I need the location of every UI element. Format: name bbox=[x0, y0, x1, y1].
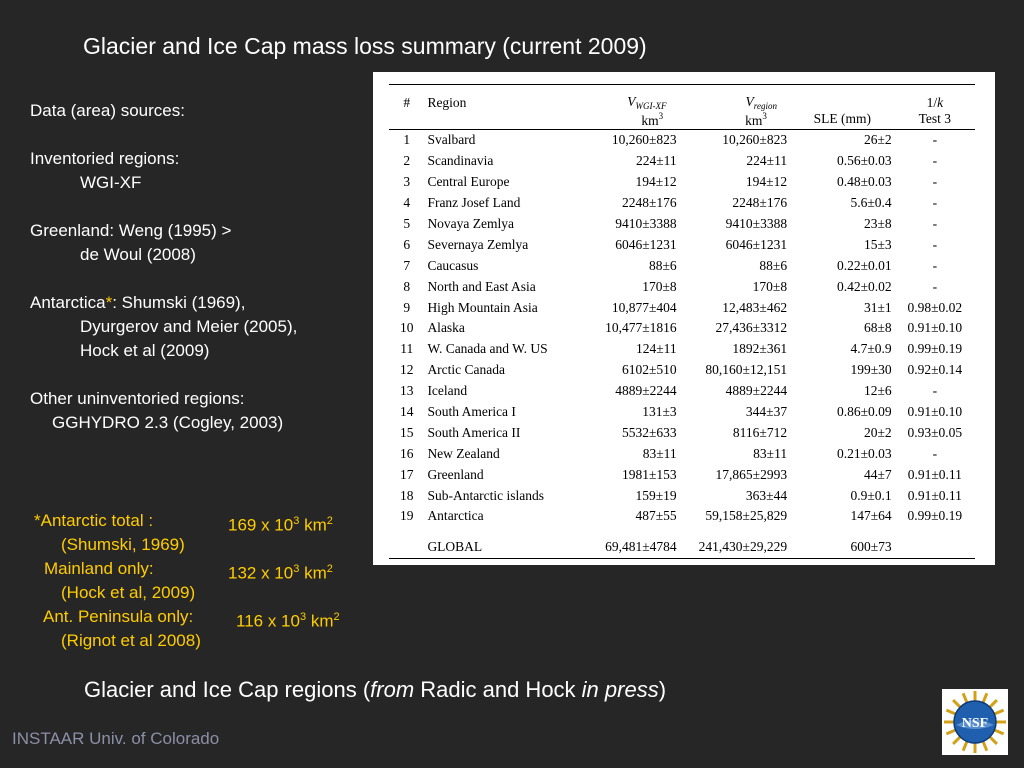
cell-sle: 31±1 bbox=[863, 299, 892, 315]
cell-sle: 600±73 bbox=[790, 537, 895, 558]
cell-vregion: 80,160±12,151 bbox=[705, 362, 788, 378]
antarctica-label: Antarctica bbox=[30, 293, 106, 312]
table-row bbox=[389, 172, 975, 193]
cell-region: Arctic Canada bbox=[427, 362, 506, 378]
cell-region: W. Canada and W. US bbox=[427, 341, 548, 357]
other-value: GGHYDRO 2.3 (Cogley, 2003) bbox=[52, 413, 284, 432]
cell-k: 0.91±0.10 bbox=[907, 404, 963, 420]
cell-num: 10 bbox=[399, 320, 414, 336]
inventoried-value: WGI-XF bbox=[80, 173, 142, 192]
sources-heading: Data (area) sources: bbox=[30, 101, 185, 120]
cell-k: 0.91±0.11 bbox=[907, 487, 962, 503]
cell-num: 6 bbox=[403, 236, 411, 252]
table-row bbox=[389, 130, 975, 151]
cell-vregion: 224±11 bbox=[746, 153, 788, 169]
table-row bbox=[389, 339, 975, 360]
cell-vwgi: 224±11 bbox=[635, 153, 677, 169]
cell-vregion: 2248±176 bbox=[732, 195, 788, 211]
cell-vwgi: 170±8 bbox=[642, 278, 677, 294]
cell-sle: 26±2 bbox=[863, 132, 892, 148]
cell-sle: 68±8 bbox=[863, 320, 892, 336]
cell-vregion: 241,430±29,229 bbox=[680, 537, 790, 558]
cell-vwgi: 4889±2244 bbox=[615, 383, 677, 399]
cell-k: - bbox=[932, 195, 938, 211]
cell-sle: 147±64 bbox=[850, 508, 892, 524]
cell-sle: 0.42±0.02 bbox=[836, 278, 892, 294]
cell-sle: 0.86±0.09 bbox=[836, 404, 892, 420]
cell-k: - bbox=[932, 445, 938, 461]
cell-sle: 20±2 bbox=[863, 424, 892, 440]
cell-vwgi: 10,260±823 bbox=[611, 132, 677, 148]
inventoried-label: Inventoried regions: bbox=[30, 149, 180, 168]
cell-num: 13 bbox=[399, 383, 414, 399]
figure-caption: Glacier and Ice Cap regions (from Radic and Hock in press) bbox=[84, 677, 667, 702]
cell-sle: 23±8 bbox=[863, 216, 892, 231]
cell-sle: 0.48±0.03 bbox=[836, 174, 892, 190]
antarctic-total-label: *Antarctic total : bbox=[34, 511, 154, 530]
cell-vregion: 6046±1231 bbox=[725, 236, 788, 252]
cell-region: GLOBAL bbox=[424, 537, 579, 558]
cell-region: Antarctica bbox=[427, 508, 484, 524]
cell-region: New Zealand bbox=[427, 445, 500, 461]
cell-k: 0.91±0.11 bbox=[907, 466, 962, 482]
table-row bbox=[389, 443, 975, 464]
peninsula-label: Ant. Peninsula only: bbox=[43, 607, 194, 626]
cell-vwgi: 487±55 bbox=[635, 508, 677, 524]
cell-sle: 0.56±0.03 bbox=[836, 153, 892, 169]
cell-k: 0.93±0.05 bbox=[907, 424, 963, 440]
cell-region: Alaska bbox=[427, 320, 465, 336]
antarctica-source: : Shumski (1969), bbox=[112, 293, 246, 312]
cell-num: 12 bbox=[399, 362, 414, 378]
cell-vwgi: 124±11 bbox=[635, 341, 677, 357]
col-unit-vregion: $km^3$ bbox=[680, 111, 790, 130]
cell-sle: 199±30 bbox=[850, 362, 892, 378]
cell-num: 1 bbox=[403, 132, 411, 148]
antarctica-source-3: Hock et al (2009) bbox=[80, 341, 210, 360]
table-row bbox=[389, 255, 975, 276]
greenland-value: de Woul (2008) bbox=[80, 245, 196, 264]
cell-k: - bbox=[932, 257, 938, 273]
table-row bbox=[389, 193, 975, 214]
cell-region: Severnaya Zemlya bbox=[427, 236, 529, 252]
data-sources-panel bbox=[30, 99, 360, 435]
cell-sle: 0.22±0.01 bbox=[836, 257, 892, 273]
table-row bbox=[389, 422, 975, 443]
cell-region: South America I bbox=[427, 404, 516, 420]
cell-k: - bbox=[932, 153, 938, 169]
table-row bbox=[389, 297, 975, 318]
glacier-table bbox=[389, 84, 975, 559]
cell-vregion: 9410±3388 bbox=[725, 216, 788, 231]
cell-sle: 0.21±0.03 bbox=[836, 445, 892, 461]
cell-num: 14 bbox=[399, 404, 414, 420]
cell-region: Greenland bbox=[427, 466, 484, 482]
col-header-sle-blank bbox=[790, 85, 895, 112]
antarctic-total-ref: (Shumski, 1969) bbox=[61, 535, 185, 554]
cell-vwgi: 9410±3388 bbox=[615, 216, 677, 231]
table-row bbox=[389, 234, 975, 255]
cell-vwgi: 131±3 bbox=[642, 404, 677, 420]
cell-num: 4 bbox=[403, 195, 411, 211]
cell-k: - bbox=[932, 236, 938, 252]
glacier-table-panel bbox=[373, 72, 995, 565]
cell-num: 18 bbox=[399, 487, 414, 503]
cell-vregion: 363±44 bbox=[745, 487, 788, 503]
nsf-logo-icon bbox=[942, 689, 1008, 755]
cell-k: - bbox=[932, 174, 938, 190]
col-header-region: Region bbox=[424, 85, 579, 112]
cell-vregion: 10,260±823 bbox=[722, 132, 788, 148]
cell-vregion: 8116±712 bbox=[732, 424, 788, 440]
cell-vwgi: 6102±510 bbox=[621, 362, 677, 378]
cell-region: Central Europe bbox=[427, 174, 510, 190]
antarctic-total-value: 169 x $10^3$ $km^2$ bbox=[228, 515, 333, 535]
cell-region: Svalbard bbox=[427, 132, 476, 148]
cell-vwgi: 2248±176 bbox=[621, 195, 677, 211]
cell-vwgi: 69,481±4784 bbox=[579, 537, 679, 558]
cell-sle: 4.7±0.9 bbox=[850, 341, 892, 357]
cell-vwgi: 1981±153 bbox=[621, 466, 677, 482]
table-row bbox=[389, 485, 975, 506]
table-row bbox=[389, 276, 975, 297]
cell-vwgi: 5532±633 bbox=[621, 424, 677, 440]
cell-k: - bbox=[932, 278, 938, 294]
cell-k: 0.92±0.14 bbox=[907, 362, 963, 378]
cell-num bbox=[389, 537, 424, 558]
cell-num: 3 bbox=[403, 174, 411, 190]
antarctic-totals bbox=[34, 509, 340, 653]
cell-vregion: 344±37 bbox=[745, 404, 788, 420]
cell-region: Novaya Zemlya bbox=[427, 216, 515, 231]
cell-num: 16 bbox=[399, 445, 414, 461]
cell-vregion: 27,436±3312 bbox=[715, 320, 788, 336]
cell-k: - bbox=[932, 383, 938, 399]
antarctica-source-2: Dyurgerov and Meier (2005), bbox=[80, 317, 298, 336]
cell-k: - bbox=[932, 216, 938, 231]
cell-vregion: 4889±2244 bbox=[725, 383, 788, 399]
cell-vregion: 1892±361 bbox=[732, 341, 788, 357]
cell-region: Franz Josef Land bbox=[427, 195, 521, 211]
cell-region: Scandinavia bbox=[427, 153, 494, 169]
cell-num: 8 bbox=[403, 278, 411, 294]
mainland-ref: (Hock et al, 2009) bbox=[61, 583, 196, 602]
table-row bbox=[389, 151, 975, 172]
cell-vregion: 88±6 bbox=[759, 257, 788, 273]
cell-vregion: 170±8 bbox=[752, 278, 788, 294]
antarctica-label-line bbox=[30, 291, 360, 315]
nsf-logo bbox=[942, 689, 1008, 755]
cell-region: High Mountain Asia bbox=[427, 299, 538, 315]
cell-vwgi: 10,477±1816 bbox=[605, 320, 677, 336]
col-header-k: 1/k bbox=[895, 85, 975, 112]
cell-num: 9 bbox=[403, 299, 411, 315]
cell-k: - bbox=[932, 132, 938, 148]
cell-sle: 15±3 bbox=[863, 236, 892, 252]
table-row bbox=[389, 360, 975, 381]
cell-num: 15 bbox=[399, 424, 414, 440]
cell-vregion: 83±11 bbox=[753, 445, 788, 461]
cell-vwgi: 88±6 bbox=[648, 257, 677, 273]
table-row bbox=[389, 464, 975, 485]
cell-region: Caucasus bbox=[427, 257, 479, 273]
table-row bbox=[389, 402, 975, 423]
cell-sle: 0.9±0.1 bbox=[850, 487, 892, 503]
greenland-label: Greenland: Weng (1995) > bbox=[30, 221, 232, 240]
col-unit-vwgi: $km^3$ bbox=[579, 111, 679, 130]
slide-title: Glacier and Ice Cap mass loss summary (current 2009) bbox=[83, 33, 647, 59]
cell-k bbox=[895, 537, 975, 558]
col-header-vregion: $V_{region}$ bbox=[680, 85, 790, 112]
mainland-value: 132 x $10^3$ $km^2$ bbox=[228, 563, 333, 583]
cell-num: 17 bbox=[399, 466, 414, 482]
cell-region: North and East Asia bbox=[427, 278, 536, 294]
col-header-test: Test 3 bbox=[895, 111, 975, 130]
col-header-vwgi: $V_{WGI-XF}$ bbox=[579, 85, 679, 112]
cell-sle: 5.6±0.4 bbox=[850, 195, 892, 211]
cell-vwgi: 6046±1231 bbox=[615, 236, 677, 252]
table-row bbox=[389, 506, 975, 527]
cell-vwgi: 159±19 bbox=[635, 487, 677, 503]
cell-vregion: 59,158±25,829 bbox=[705, 508, 788, 524]
cell-sle: 44±7 bbox=[863, 466, 892, 482]
cell-num: 11 bbox=[400, 341, 414, 357]
mainland-label: Mainland only: bbox=[44, 559, 154, 578]
table-row bbox=[389, 214, 975, 235]
cell-k: 0.91±0.10 bbox=[907, 320, 963, 336]
other-label: Other uninventoried regions: bbox=[30, 389, 245, 408]
cell-vregion: 194±12 bbox=[745, 174, 788, 190]
svg-text:NSF: NSF bbox=[961, 716, 989, 731]
table-row bbox=[389, 381, 975, 402]
table-row-global bbox=[389, 537, 975, 558]
cell-vregion: 12,483±462 bbox=[722, 299, 788, 315]
cell-sle: 12±6 bbox=[863, 383, 892, 399]
cell-num: 2 bbox=[403, 153, 411, 169]
cell-num: 7 bbox=[403, 257, 411, 273]
table-row bbox=[389, 318, 975, 339]
cell-region: Iceland bbox=[427, 383, 468, 399]
col-header-sle: SLE (mm) bbox=[790, 111, 895, 130]
cell-num: 5 bbox=[403, 216, 411, 231]
footer-institution: INSTAAR Univ. of Colorado bbox=[12, 729, 220, 748]
peninsula-value: 116 x $10^3$ $km^2$ bbox=[236, 611, 340, 631]
cell-region: South America II bbox=[427, 424, 521, 440]
cell-num: 19 bbox=[399, 508, 414, 524]
cell-region: Sub-Antarctic islands bbox=[427, 487, 545, 503]
col-header-num: # bbox=[389, 85, 424, 112]
cell-vwgi: 10,877±404 bbox=[611, 299, 677, 315]
peninsula-ref: (Rignot et al 2008) bbox=[61, 631, 201, 650]
cell-k: 0.99±0.19 bbox=[907, 508, 963, 524]
cell-k: 0.98±0.02 bbox=[907, 299, 963, 315]
cell-vregion: 17,865±2993 bbox=[715, 466, 788, 482]
cell-vwgi: 194±12 bbox=[635, 174, 677, 190]
antarctica-star: * bbox=[105, 293, 113, 312]
cell-vwgi: 83±11 bbox=[642, 445, 677, 461]
cell-k: 0.99±0.19 bbox=[907, 341, 963, 357]
